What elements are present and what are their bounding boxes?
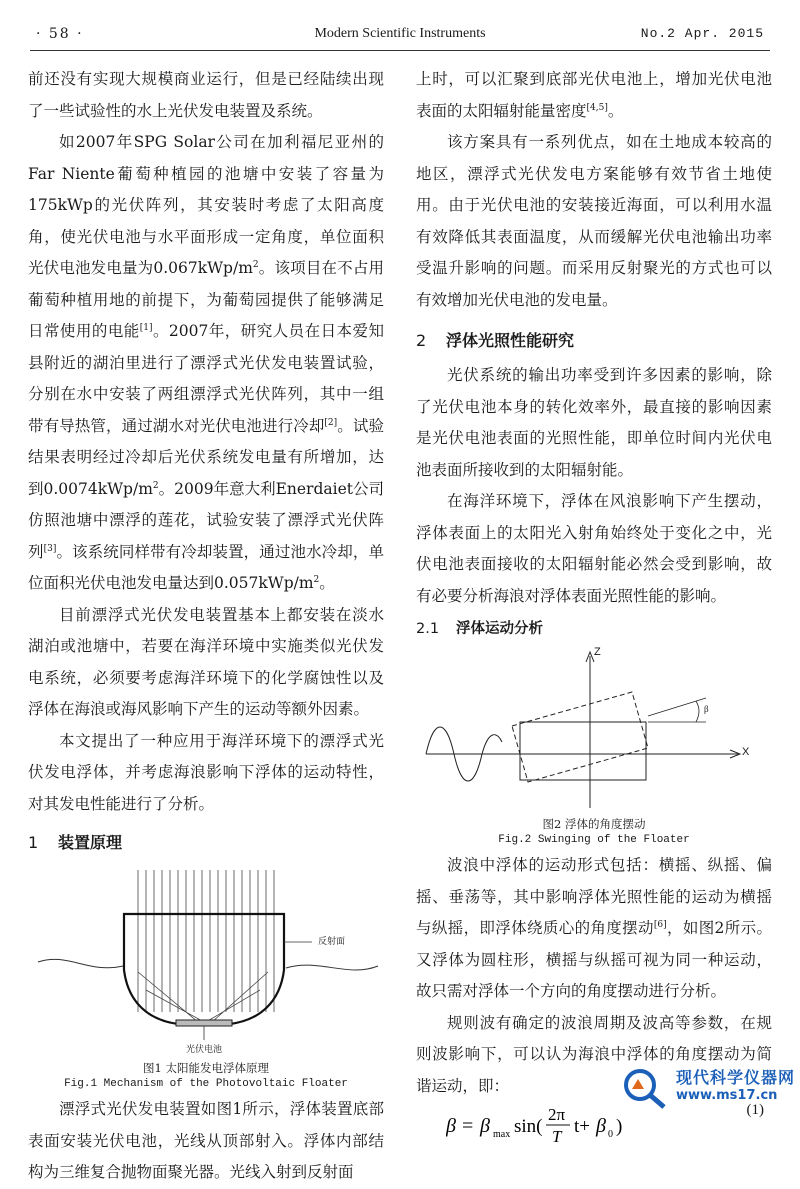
citation[interactable]: [4,5] (586, 102, 608, 113)
paragraph: 波浪中浮体的运动形式包括：横摇、纵摇、偏摇、垂荡等，其中影响浮体光照性能的运动为横摇与纵摇，即浮体绕质心的角度摆动[6]，如图2所示。又浮体为圆柱形，横摇与纵摇可视为同一种运动，故只需对浮体一个方向的角度摆动进行分析。 (416, 856, 772, 1000)
figure-2 (416, 646, 772, 816)
angle-label: β (704, 704, 709, 714)
left-column (28, 64, 384, 1189)
paragraph: 本文提出了一种应用于海洋环境下的漂浮式光伏发电浮体，并考虑海浪影响下浮体的运动特性，对其发电性能进行了分析。 (28, 731, 384, 813)
svg-text:sin(: sin( (514, 1116, 543, 1137)
svg-text:T: T (552, 1127, 562, 1146)
paragraph: 上时，可以汇聚到底部光伏电池上，增加光伏电池表面的太阳辐射能量密度[4,5]。 (416, 70, 772, 120)
citation[interactable]: [1] (139, 322, 153, 333)
citation[interactable]: [6] (653, 919, 667, 930)
section-heading: 2 浮体光照性能研究 (416, 331, 575, 350)
svg-text:2π: 2π (548, 1105, 566, 1124)
header-rule (30, 50, 770, 51)
svg-text:β: β (446, 1115, 456, 1137)
citation[interactable]: [3] (43, 543, 57, 554)
axis-label-x: X (742, 746, 750, 758)
equation-number: (1) (746, 1102, 764, 1118)
watermark-title: 现代科学仪器网 (676, 1068, 796, 1087)
paragraph: 在海洋环境下，浮体在风浪影响下产生摆动，浮体表面上的太阳光入射角始终处于变化之中，光伏电池表面接收的太阳辐射能必然会受到影响，故有必要分析海浪对浮体表面光照性能的影响。 (416, 492, 772, 605)
paragraph: 规则波有确定的波浪周期及波高等参数，在规则波影响下，可以认为海浪中浮体的角度摆动为简谐运动，即： (416, 1013, 772, 1095)
svg-text:β: β (596, 1115, 606, 1137)
svg-text:β: β (480, 1115, 490, 1137)
journal-name: Modern Scientific Instruments (314, 26, 486, 41)
citation[interactable]: [2] (324, 417, 338, 428)
paragraph: 该方案具有一系列优点，如在土地成本较高的地区，漂浮式光伏发电方案能够有效节省土地使用。由于光伏电池的安装接近海面，可以利用水温有效降低其表面温度，从而缓解光伏电池输出功率受温升影响的问题。而采用反射聚光的方式也可以有效增加光伏电池的发电量。 (416, 133, 772, 309)
svg-text:max: max (493, 1129, 511, 1140)
section-heading: 1 装置原理 (28, 833, 123, 852)
label-pv-cell: 光伏电池 (186, 1045, 223, 1055)
axis-label-z: Z (594, 646, 601, 658)
figure-1-caption-en: Fig.1 Mechanism of the Photovoltaic Floater (64, 1078, 348, 1090)
paragraph: 前还没有实现大规模商业运行，但是已经陆续出现了一些试验性的水上光伏发电装置及系统。 (28, 70, 384, 120)
figure-2-caption-en: Fig.2 Swinging of the Floater (498, 834, 690, 846)
right-column (416, 64, 772, 1146)
floater-swing-diagram (416, 646, 772, 816)
figure-1-caption-cn: 图1 太阳能发电浮体原理 (143, 1061, 269, 1075)
paragraph: 目前漂浮式光伏发电装置基本上都安装在淡水湖泊或池塘中，若要在海洋环境中实施类似光伏发电系统，必须要考虑海洋环境下的化学腐蚀性以及浮体在海浪或海风影响下产生的运动等额外因素。 (28, 605, 384, 718)
floater-mechanism-diagram (28, 862, 384, 1058)
figure-1 (28, 862, 384, 1058)
subsection-heading: 2.1 浮体运动分析 (416, 621, 543, 637)
running-header (36, 26, 764, 46)
figure-2-caption-cn: 图2 浮体的角度摆动 (542, 817, 646, 831)
issue-info: No.2 Apr. 2015 (640, 26, 764, 41)
page-number: · 58 · (36, 26, 84, 42)
svg-text:t+: t+ (574, 1116, 590, 1137)
paragraph: 如2007年SPG Solar公司在加利福尼亚州的Far Niente葡萄种植园的池塘中安装了容量为175kWp的光伏阵列，其安装时考虑了太阳高度角，使光伏电池与水平面形成一定角度，单位面积光伏电池发电量为$0.067kWp/m^2$。该项目在不占用葡萄种植用地的前提下，为葡萄园提供了能够满足日常使用的电能[1]。2007年，研究人员在日本爱知县附近的湖泊里进行了漂浮式光伏发电装置试验，分别在水中安装了两组漂浮式光伏阵列，其中一组带有导热管，通过湖水对光伏电池进行冷却[2]。试验结果表明经过冷却后光伏系统发电量有所增加，达到$0.0074kWp/m^2$。2009年意大利Enerdaiet公司仿照池塘中漂浮的莲花，试验安装了漂浮式光伏阵列[3]。该系统同样带有冷却装置，通过池水冷却，单位面积光伏电池发电量达到$0.057kWp/m^2$。 (28, 133, 384, 592)
paragraph: 光伏系统的输出功率受到许多因素的影响，除了光伏电池本身的转化效率外，最直接的影响因素是光伏电池表面的光照性能，即单位时间内光伏电池表面所接收到的太阳辐射能。 (416, 366, 772, 479)
svg-text:): ) (616, 1116, 623, 1137)
svg-text:=: = (462, 1115, 474, 1137)
paragraph: 漂浮式光伏发电装置如图1所示，浮体装置底部表面安装光伏电池，光线从顶部射入。浮体内部结构为三维复合抛物面聚光器。光线入射到反射面 (28, 1100, 384, 1181)
magnifier-logo-icon (618, 1065, 670, 1109)
watermark-url: www.ms17.cn (676, 1088, 778, 1103)
label-reflector: 反射面 (318, 937, 346, 947)
site-watermark[interactable] (618, 1065, 798, 1109)
svg-text:0: 0 (608, 1129, 613, 1140)
